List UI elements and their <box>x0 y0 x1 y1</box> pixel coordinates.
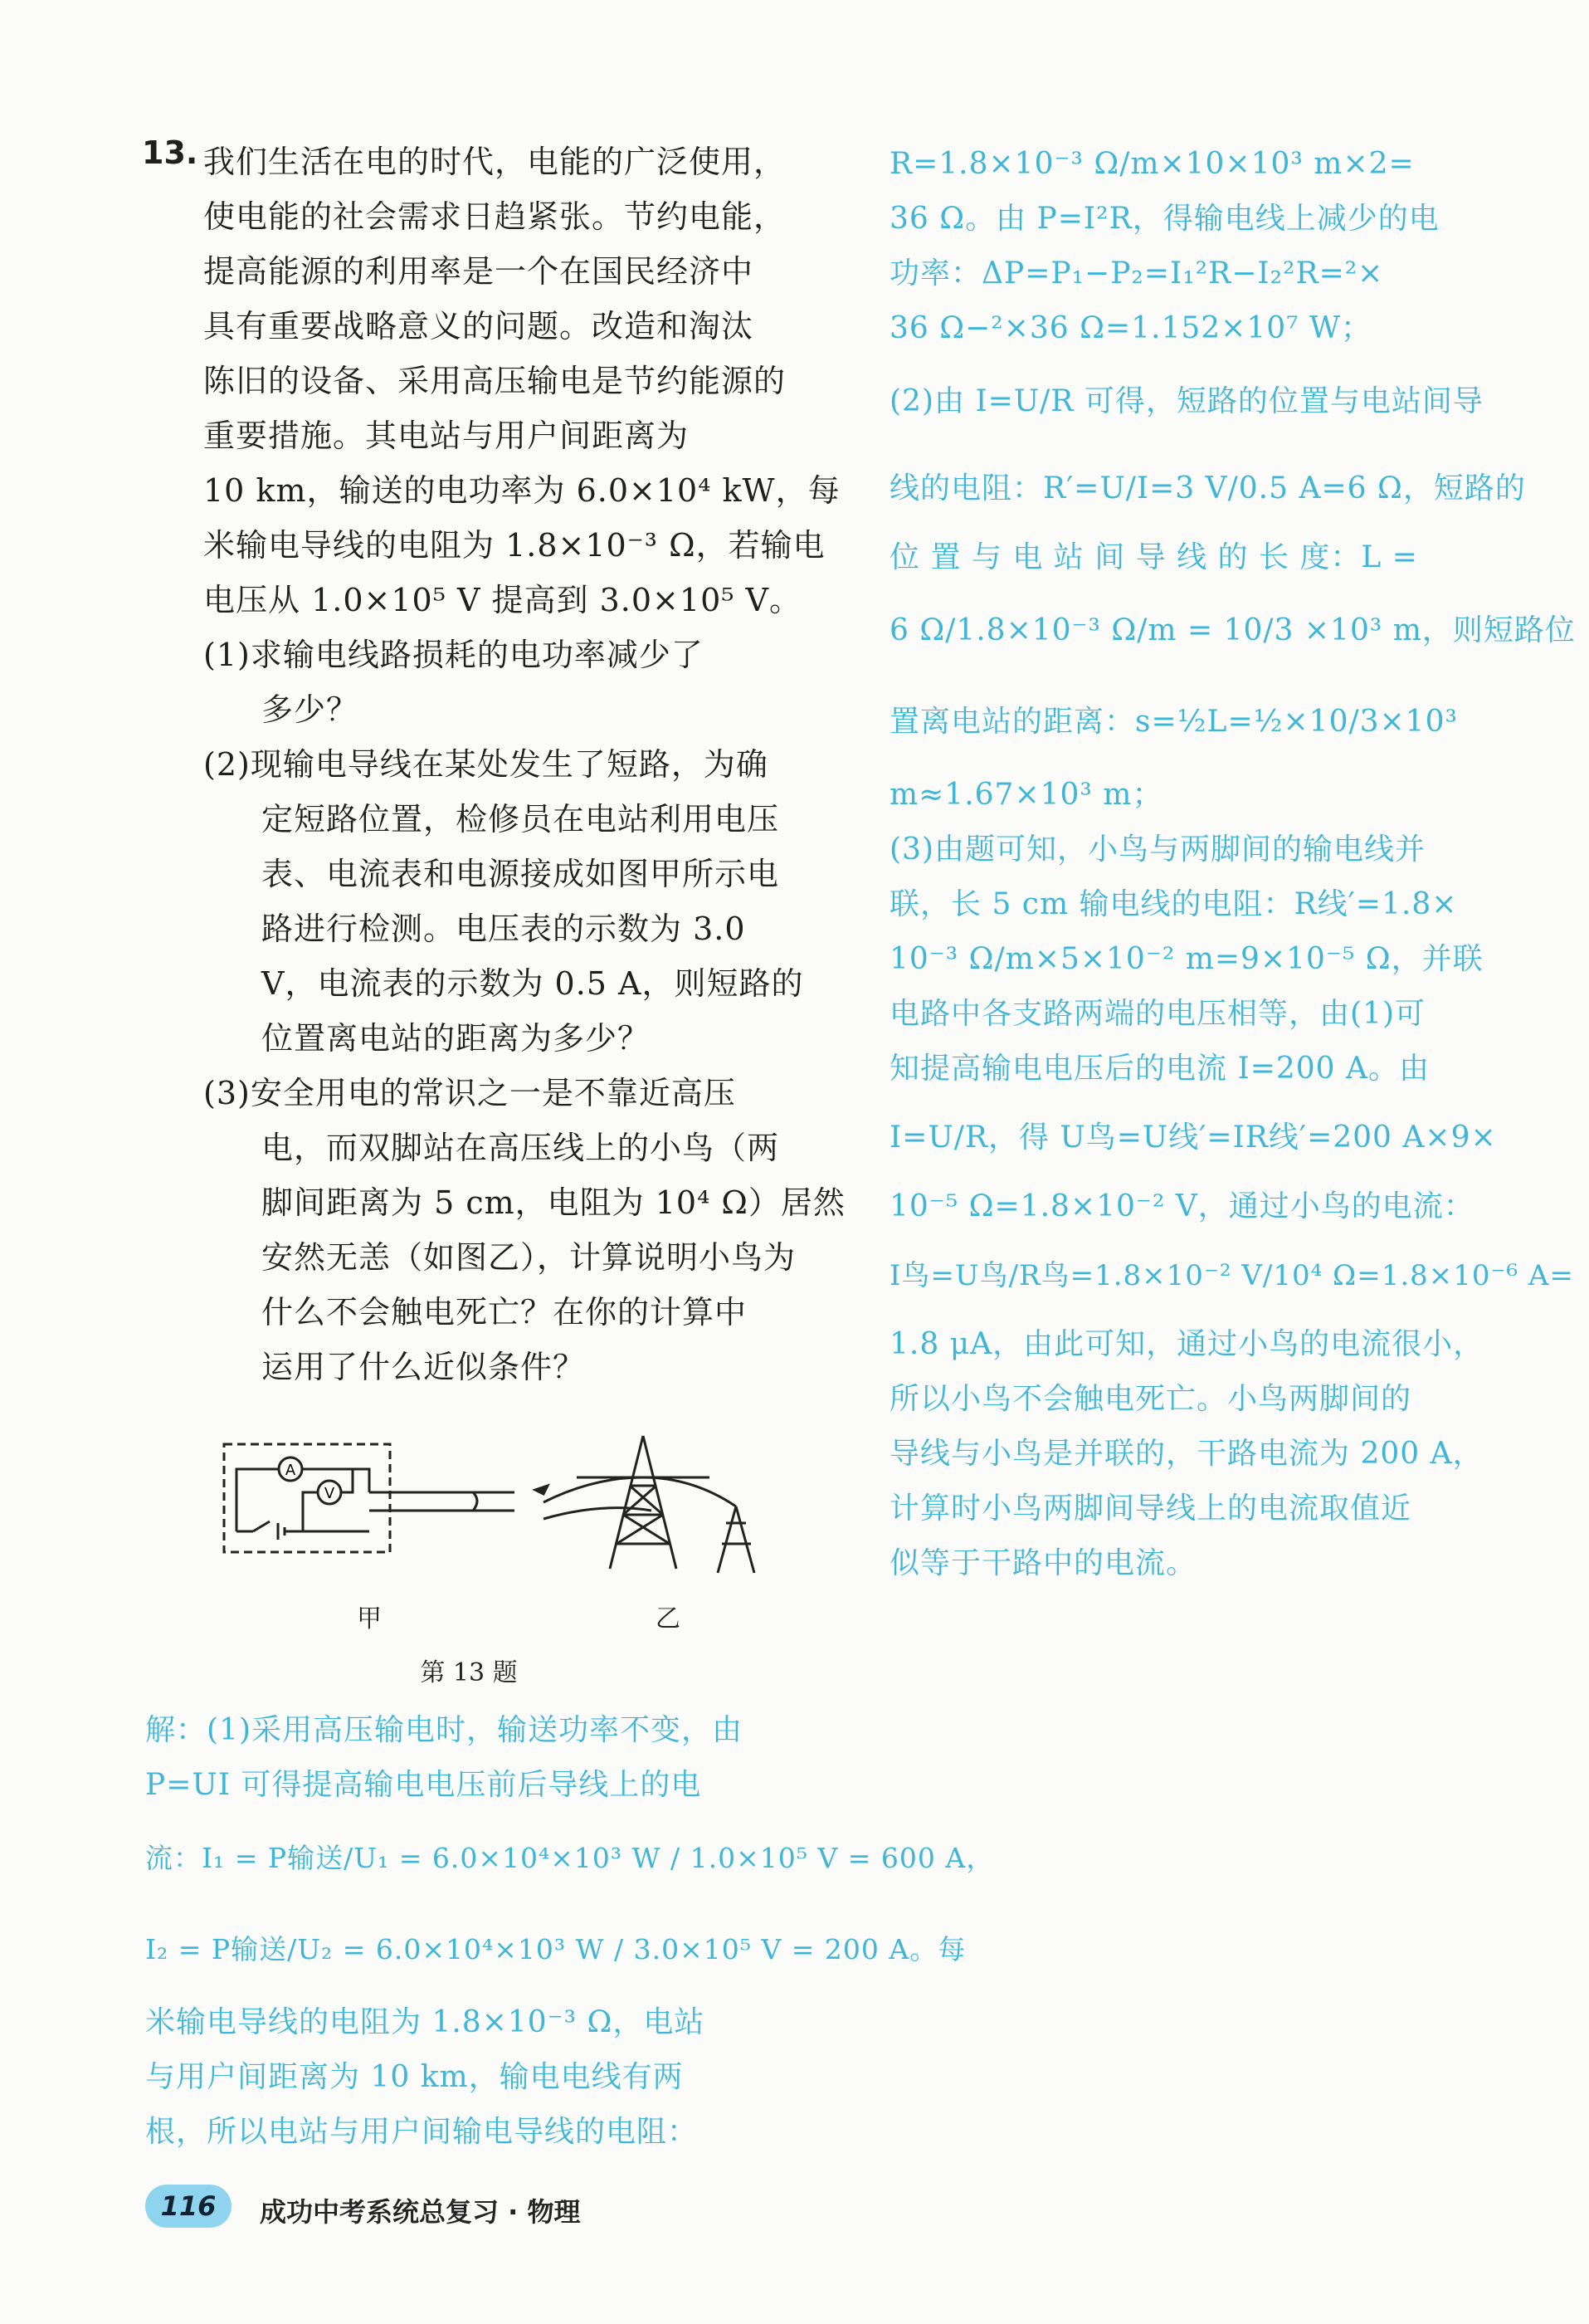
answer-line: 导线与小鸟是并联的，干路电流为 200 A， <box>890 1437 1484 1471</box>
answer-line: 电路中各支路两端的电压相等，由(1)可 <box>890 997 1426 1031</box>
stem-line: 具有重要战略意义的问题。改造和淘汰 <box>203 308 754 344</box>
answer-line: 6 Ω/1.8×10⁻³ Ω/m = 10/3 ×10³ m，则短路位 <box>890 613 1576 647</box>
question-stem <box>203 134 841 627</box>
figure-label-jia: 甲 <box>357 1604 382 1633</box>
answer-line: 知提高输电电压后的电流 I=200 A。由 <box>890 1052 1430 1086</box>
answer-line: 米输电导线的电阻为 1.8×10⁻³ Ω，电站 <box>145 2005 705 2039</box>
answer-right <box>890 137 1576 1591</box>
sub-line: 脚间距离为 5 cm，电阻为 10⁴ Ω）居然 <box>261 1184 846 1221</box>
answer-line: 似等于干路中的电流。 <box>890 1546 1197 1580</box>
answer-line: 线的电阻：R′=U/I=3 V/0.5 A=6 Ω，短路的 <box>890 471 1526 505</box>
left-column <box>142 134 995 2160</box>
stem-line: 我们生活在电的时代，电能的广泛使用， <box>203 144 787 180</box>
answer-line: 36 Ω−²×36 Ω=1.152×10⁷ W； <box>890 311 1372 345</box>
answer-line: 10⁻³ Ω/m×5×10⁻² m=9×10⁻⁵ Ω，并联 <box>890 942 1484 976</box>
answer-line: 解：(1)采用高压输电时，输送功率不变，由 <box>145 1713 743 1747</box>
sub-question-3 <box>203 1066 846 1394</box>
answer-line: 功率：ΔP=P₁−P₂=I₁²R−I₂²R=²× <box>890 256 1384 290</box>
sub-question-1 <box>203 627 792 737</box>
sub-line: (1)求输电线路损耗的电功率减少了 <box>203 637 704 673</box>
figure-caption: 第 13 题 <box>420 1658 518 1687</box>
sub-line: 安然无恙（如图乙），计算说明小鸟为 <box>261 1239 797 1276</box>
sub-line: 路进行检测。电压表的示数为 3.0 <box>261 911 746 947</box>
sub-line: 什么不会触电死亡？在你的计算中 <box>261 1294 748 1330</box>
stem-line: 提高能源的利用率是一个在国民经济中 <box>203 253 754 290</box>
book-title: 成功中考系统总复习 · 物理 <box>260 2196 581 2228</box>
sub-line: 电，而双脚站在高压线上的小鸟（两 <box>261 1130 780 1166</box>
stem-line: 米输电导线的电阻为 1.8×10⁻³ Ω，若输电 <box>203 527 826 564</box>
answer-line: 流：I₁ = P输送/U₁ = 6.0×10⁴×10³ W / 1.0×10⁵ V = 600 A， <box>145 1842 995 1874</box>
answer-line: (3)由题可知，小鸟与两脚间的输电线并 <box>890 832 1426 867</box>
question-number: 13. <box>142 134 198 171</box>
answer-line: 所以小鸟不会触电死亡。小鸟两脚间的 <box>890 1382 1412 1416</box>
stem-line: 电压从 1.0×10⁵ V 提高到 3.0×10⁵ V。 <box>203 582 802 618</box>
sub-line: (2)现输电导线在某处发生了短路，为确 <box>203 746 768 783</box>
answer-line: 位 置 与 电 站 间 导 线 的 长 度：L = <box>890 540 1418 574</box>
sub-line: V，电流表的示数为 0.5 A，则短路的 <box>261 965 804 1002</box>
answer-left <box>145 1703 995 2160</box>
question-figure <box>145 1428 792 1643</box>
answer-line: 计算时小鸟两脚间导线上的电流取值近 <box>890 1492 1412 1526</box>
circuit-diagram <box>145 1428 792 1594</box>
voltmeter-label: V <box>324 1485 335 1502</box>
answer-line: I=U/R，得 U鸟=U线′=IR线′=200 A×9× <box>890 1120 1497 1155</box>
answer-line: I鸟=U鸟/R鸟=1.8×10⁻² V/10⁴ Ω=1.8×10⁻⁶ A= <box>890 1259 1574 1292</box>
sub-question-2 <box>203 737 804 1066</box>
answer-line: 与用户间距离为 10 km，输电电线有两 <box>145 2060 684 2094</box>
answer-line: R=1.8×10⁻³ Ω/m×10×10³ m×2= <box>890 147 1415 181</box>
ammeter-label: A <box>285 1462 296 1479</box>
sub-line: 表、电流表和电源接成如图甲所示电 <box>261 856 780 892</box>
answer-line: m≈1.67×10³ m； <box>890 778 1163 812</box>
answer-line: 联，长 5 cm 输电线的电阻：R线′=1.8× <box>890 887 1458 921</box>
answer-line: 36 Ω。由 P=I²R，得输电线上减少的电 <box>890 202 1440 236</box>
answer-line: 根，所以电站与用户间输电导线的电阻： <box>145 2115 699 2149</box>
answer-line: 1.8 μA，由此可知，通过小鸟的电流很小， <box>890 1327 1484 1361</box>
page-number-badge: 116 <box>145 2185 232 2228</box>
sub-line: 运用了什么近似条件？ <box>261 1349 586 1385</box>
sub-line: 定短路位置，检修员在电站利用电压 <box>261 801 780 837</box>
answer-line: I₂ = P输送/U₂ = 6.0×10⁴×10³ W / 3.0×10⁵ V = 200 A。每 <box>145 1933 967 1965</box>
sub-line: 位置离电站的距离为多少？ <box>261 1020 651 1057</box>
answer-line: 10⁻⁵ Ω=1.8×10⁻² V，通过小鸟的电流： <box>890 1189 1474 1223</box>
sub-line: (3)安全用电的常识之一是不靠近高压 <box>203 1075 736 1111</box>
answer-line: 置离电站的距离：s=½L=½×10/3×10³ <box>890 705 1458 739</box>
answer-line: P=UI 可得提高输电电压前后导线上的电 <box>145 1768 702 1802</box>
stem-line: 重要措施。其电站与用户间距离为 <box>203 417 690 454</box>
power-tower-illustration <box>535 1436 754 1573</box>
sub-line: 多少？ <box>261 691 359 728</box>
stem-line: 使电能的社会需求日趋紧张。节约电能， <box>203 198 787 235</box>
figure-label-yi: 乙 <box>656 1604 680 1633</box>
stem-line: 陈旧的设备、采用高压输电是节约能源的 <box>203 363 787 399</box>
answer-line: (2)由 I=U/R 可得，短路的位置与电站间导 <box>890 384 1484 418</box>
stem-line: 10 km，输送的电功率为 6.0×10⁴ kW，每 <box>203 472 841 509</box>
